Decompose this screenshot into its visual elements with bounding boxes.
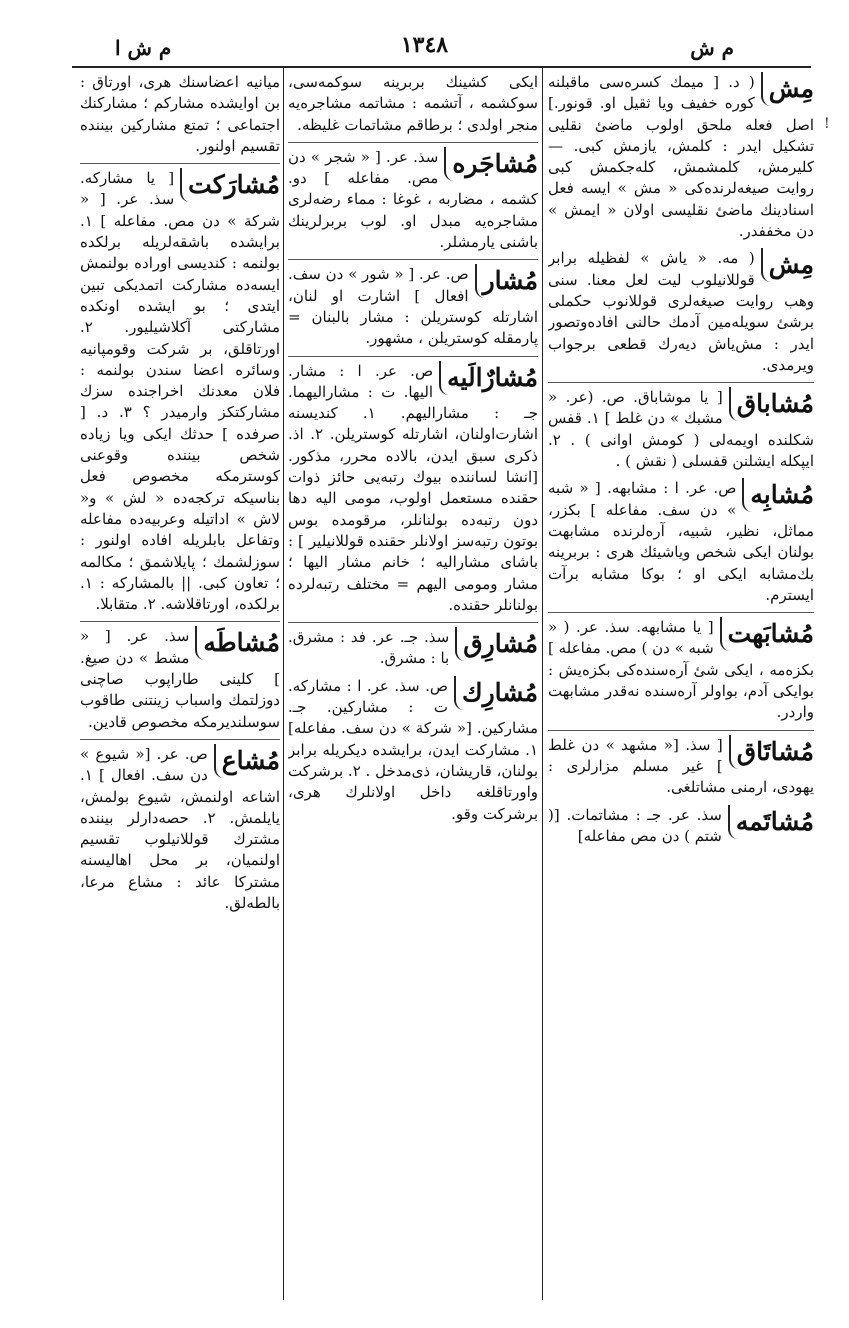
dictionary-entry [548,248,814,378]
dictionary-entry [548,478,814,608]
entry-definition: ص. عر. ا : مشار. الیها. ت : مشارالیهما. جـ : مشارالیهم. ١. كندیسنە اشارت‌اولنان، اشارتلە كوستریلن. ٢. اذ. ذكری سبق ایدن، بالادە محرر، مذكور. [انشا لسانندە بیوك رتبەیی حائز ذوات حقندە مستعمل اولوب، مومی الیە دها دون رتبەدە بولنانلر، مرقومدە بوس بوتون رتبەسز اولانلر حقندە قوللانیلیر ] : باشای مشارالیە ؛ خانم مشار الیها ؛ مشار ومومی الیهم = مختلف رتبەلردە بولنانلر حقندە. [288,361,538,614]
entry-headword: مُشار [475,264,538,298]
entry-separator [288,622,538,623]
entry-definition: [ یا مشابهە. سذ. عر. ( « شبه » دن ) مص. مفاعلە ] بكزەمە ، ایكی شیٔ آرەسندەكی بكزەیش : بوایكی آدم، بواولر آرەسندە نەقدر مشابهت واردر. [548,618,814,722]
entry-definition: سذ. عر. جـ : مشاتمات. [( شتم ) دن مص مفاعلە] [548,805,722,845]
entry-separator [548,730,814,731]
entry-definition: [ سذ. [« مشهد » دن غلط ] غیر مسلم مزارلری : یهودی، ارمنی مشاتلغی. [548,735,814,797]
column-divider-left [283,68,284,1300]
dictionary-entry [80,626,280,734]
dictionary-entry [288,676,538,827]
dictionary-entry [548,617,814,725]
entry-definition: ( مە. « یاش » لفظیلە برابر قوللانیلوب لیت لعل معنا. سنی وهب روایت صیغەلری قوللانوب حكملی برشیٔ سویلەمین آدمك حالنی افادەوتصور ایدر : مش‌یاش دیەرك قطعی برجواب ویرمدی. [548,249,814,374]
entry-headword: مِش [761,248,814,282]
dictionary-entry [80,744,280,916]
entry-headword: مُشاتَمە [728,805,814,839]
dictionary-entry [548,72,814,244]
entry-definition: میانیە اعضاسنك هرى، اورتاق : بن اوایشدە مشاركم ؛ مشاركنك اجتماعی ؛ تمتع مشاركین بیننده تقسیم اولنور. [80,73,280,155]
entry-headword: مُشابِه [742,478,814,512]
entry-headword: مُشارَكت [180,168,280,202]
running-head-right: م ش [690,36,734,60]
header-rule [72,66,811,68]
dictionary-entry [288,627,538,672]
dictionary-entry [288,264,538,351]
entry-separator [288,259,538,260]
dictionary-entry [80,168,280,617]
entry-separator [548,612,814,613]
dictionary-entry [548,387,814,474]
entry-headword: مُشاع [214,744,280,778]
dictionary-entry [288,361,538,619]
entry-definition: [ یا موشاباق. ص. (عر. « مشبك » دن غلط ] ١. قفس شكلندە اویمەلی ( كومش اوانی ) . ٢. ایپكلە ایشلنن قفسلی ( نقش ) . [548,388,814,471]
entry-separator [288,356,538,357]
entry-definition: ایكی كشینك بربرینە سوكمەسی، سوكشمە ، آتشمە : مشاتمە مشاجرەیە منجر اولدی ؛ برطاقم مشاتمات غلیظە. [288,73,538,134]
entry-headword: مُشاجَرە [444,147,538,181]
entry-definition: سذ. عر. [ « شجر » دن مص. مفاعلە ] دو. كشمە ، مضاربە ، غوغا : مماء رضەلری مشاجرەیە مبدل او. لوب بربرلرینك باشنی یارمشلر. [288,147,538,252]
column-divider-right [542,68,543,1300]
running-head [40,32,809,64]
page-number: ١٣٤٨ [400,32,449,58]
entry-headword: مُشاباق [729,387,814,421]
dictionary-entry [80,72,280,159]
entry-headword: مُشاطَه [195,626,280,660]
entry-definition: [ یا مشاركە. سذ. عر. [ « شركة » دن مص. مفاعلە ] ١. برایشدە باشقەلریلە برلكدە بولنمە : كندیسی اورادە بولنمش ایسەدە مشاركت اتمدیكی تبین ایتدی ؛ بو ایشدە اونكدە مشاركتی آكلاشیلیور. ٢. اورتاقلق، بر شركت وقومپانیە وسائرە اعضا سندن بولنمە : فلان معدنك اخراجندە سزك مشاركتكز وارمیدر ؟ ٣. د. [ صرفدە ] حدثك ایكی ویا زیادە شخص بیننده وقوعنی كوسترمكە مخصوص فعل بناسیكە تركجەدە « لش » و« لاش » اداتیلە وعربیەدە مفاعلە وتفاعل بابلریلە افادە اولنور : سوزلشمك ؛ پایلاشمق ؛ مكالمە ؛ تعاون كبی. || بالمشاركە : ١. برلكدە، اورتاقلاشە. ٢. متقابلا. [80,169,280,614]
entry-definition: ( د. [ میمك كسرەسی ماقبلنە كورە خفیف ویا ثقیل او. قونور.] اصل فعلە ملحق اولوب ماضیٔ نقلیی تشكیل ایدر : كلمش، یازمش كبی. — كلیرمش، كلمشمش، كلەجكمش كبی روایت صیغەلرندەكی « مش » ایسە فعل اسنادینك ماضیٔ نقلیسی اولان « ایمش » دن مخففدر. [548,73,814,241]
dictionary-entry [548,805,814,850]
entry-headword: مُشاتَاق [729,735,814,769]
entry-headword: مِش [761,72,814,106]
dictionary-entry [548,735,814,801]
entry-separator [80,739,280,740]
entry-definition: ص. عر. ا : مشابهە. [ « شبه » دن سف. مفاعلە ] بكزر، مماثل، نظیر، شبیه، آرەلرندە مشابهت بولنان ایكی شخص ویاشیئك هرى : بربرینە بك‌مشابە ایكی او ؛ بوكا مشابە برآت ایسترم. [548,479,814,604]
entry-separator [288,142,538,143]
entry-definition: سذ. عر. [ « مشط » دن صیغ. ] كلینی طاراپوب صاچنی دوزلتمك واسباب زینتنی طاقوب سوسلندیرمكە مخصوص قادین. [80,627,280,731]
entry-headword: مُشارِك [454,676,538,710]
entry-headword: مُشارٌالَیه [439,361,538,395]
margin-mark: ! [824,116,830,132]
entry-headword: مُشارِق [455,627,538,661]
entry-separator [548,382,814,383]
column-middle [288,72,538,1302]
column-left [80,72,280,1302]
dictionary-entry [288,72,538,138]
entry-headword: مُشابَهت [720,617,814,651]
entry-separator [80,621,280,622]
column-right [548,72,814,1302]
entry-definition: ص. عر. [« شیوع » دن سف. افعال ] ١. اشاعە اولنمش، شیوع بولمش، یایلمش. ٢. حصەدارلر بیننده مشترك قوللانیلوب تقسیم اولنمیان، بر محل اهالیسنە مشتركا عائد : مشاع مرعا، بالطەلق. [80,744,280,912]
entry-definition: سذ. جـ. عر. فد : مشرق. با : مشرق. [288,628,450,668]
dictionary-entry [288,147,538,255]
entry-separator [80,163,280,164]
running-head-left: م ش ا [115,36,172,60]
entry-definition: ص. عر. [ « شور » دن سف. افعال ] اشارت او لنان، اشارتلە كوستریلن : مشار بالبنان = پارمقلە كوستریلن ، مشهور. [288,265,538,348]
entry-definition: ص. سذ. عر. ا : مشاركە. ت : مشارکین. جـ. مشاركین. [« شركة » دن سف. مفاعلە] ١. مشاركت ایدن، برایشدە دیكریلە برابر بولنان، قاریشان، ذی‌مدخل . ٢. برشركت واورتاقلغە داخل اولانلرك هرى، برشركت وقو. [288,676,538,823]
